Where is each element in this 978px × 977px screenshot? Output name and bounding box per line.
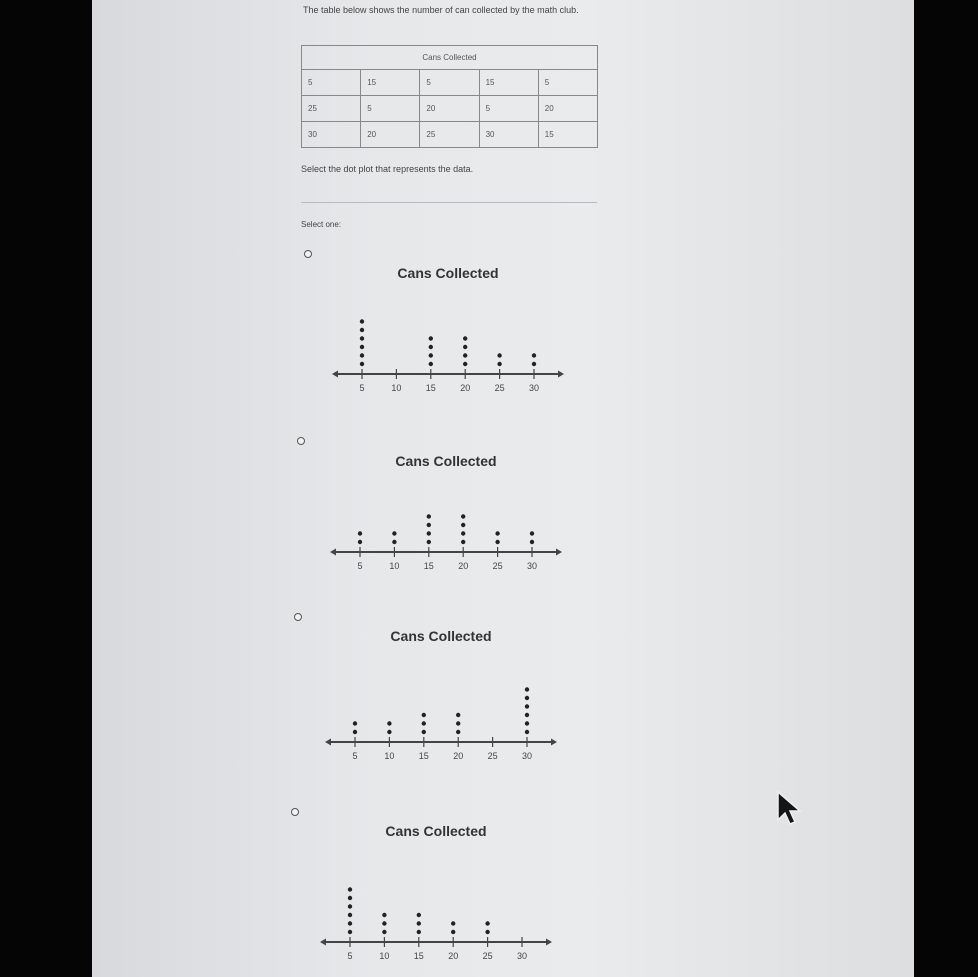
data-dot	[382, 930, 386, 934]
data-dot	[429, 362, 433, 366]
arrow-left-icon	[325, 739, 331, 746]
data-dot	[530, 531, 534, 535]
table-cell: 5	[479, 95, 538, 121]
data-dot	[461, 514, 465, 518]
data-dot	[497, 362, 501, 366]
tick-label: 5	[352, 751, 358, 761]
tick-label: 30	[521, 751, 533, 761]
data-dot	[427, 531, 431, 535]
data-dot	[348, 921, 352, 925]
plot-title: Cans Collected	[385, 823, 487, 839]
dot-plot-option-d	[332, 820, 562, 970]
table-cell: 5	[538, 69, 597, 95]
tick-label: 25	[492, 561, 503, 571]
option-c-radio[interactable]	[294, 613, 302, 621]
table-cell: 25	[420, 121, 479, 147]
data-dot	[463, 336, 467, 340]
data-dot	[417, 930, 421, 934]
data-dot	[382, 913, 386, 917]
data-dot	[417, 921, 421, 925]
data-dot	[360, 362, 364, 366]
table-cell: 30	[479, 121, 538, 147]
data-dot	[456, 721, 460, 725]
table-cell: 20	[361, 121, 420, 147]
dot-plot-option-a-svg	[344, 262, 574, 402]
data-dot	[427, 514, 431, 518]
data-dot	[525, 687, 529, 691]
arrow-right-icon	[556, 549, 562, 556]
data-dot	[495, 540, 499, 544]
tick-label: 10	[389, 561, 400, 571]
data-dot	[358, 531, 362, 535]
tick-label: 25	[487, 751, 498, 761]
table-header: Cans Collected	[302, 46, 598, 70]
tick-label: 25	[482, 951, 493, 961]
data-dot	[461, 540, 465, 544]
tick-label: 30	[516, 951, 528, 961]
data-dot	[392, 531, 396, 535]
arrow-left-icon	[332, 371, 338, 378]
data-dot	[532, 362, 536, 366]
data-dot	[463, 362, 467, 366]
tick-label: 15	[423, 561, 434, 571]
data-dot	[348, 930, 352, 934]
data-dot	[525, 704, 529, 708]
tick-label: 20	[453, 751, 464, 761]
cans-table	[301, 45, 598, 148]
data-dot	[429, 345, 433, 349]
data-dot	[360, 328, 364, 332]
option-d-radio[interactable]	[291, 808, 299, 816]
tick-label: 15	[418, 751, 429, 761]
data-dot	[485, 921, 489, 925]
tick-label: 10	[379, 951, 390, 961]
data-dot	[525, 696, 529, 700]
data-dot	[360, 345, 364, 349]
tick-label: 5	[359, 383, 365, 393]
data-dot	[429, 353, 433, 357]
data-dot	[422, 730, 426, 734]
plot-title: Cans Collected	[390, 628, 492, 644]
tick-label: 20	[458, 561, 469, 571]
data-dot	[427, 540, 431, 544]
data-dot	[497, 353, 501, 357]
mouse-cursor-icon	[776, 790, 806, 830]
table-cell: 20	[538, 95, 597, 121]
table-cell: 15	[361, 69, 420, 95]
dot-plot-option-c	[337, 625, 567, 770]
tick-label: 30	[528, 383, 540, 393]
divider	[301, 202, 597, 203]
arrow-left-icon	[320, 939, 326, 946]
option-b-radio[interactable]	[297, 437, 305, 445]
table-row	[302, 121, 598, 147]
table-cell: 5	[361, 95, 420, 121]
data-dot	[495, 531, 499, 535]
question-content	[92, 0, 914, 977]
table-row	[302, 69, 598, 95]
data-dot	[353, 730, 357, 734]
data-dot	[485, 930, 489, 934]
table-cell: 25	[302, 95, 361, 121]
data-dot	[422, 713, 426, 717]
data-dot	[427, 523, 431, 527]
data-dot	[461, 523, 465, 527]
tick-label: 30	[526, 561, 538, 571]
data-dot	[456, 730, 460, 734]
data-dot	[360, 319, 364, 323]
instruction-text: Select the dot plot that represents the data.	[301, 164, 474, 174]
data-dot	[348, 913, 352, 917]
data-dot	[382, 921, 386, 925]
data-dot	[353, 721, 357, 725]
data-dot	[358, 540, 362, 544]
data-dot	[387, 721, 391, 725]
data-dot	[525, 713, 529, 717]
arrow-right-icon	[551, 739, 557, 746]
table-row	[302, 95, 598, 121]
data-dot	[348, 896, 352, 900]
select-one-label: Select one:	[301, 220, 342, 229]
dot-plot-option-a	[344, 262, 574, 402]
tick-label: 25	[494, 383, 505, 393]
data-dot	[429, 336, 433, 340]
data-dot	[463, 345, 467, 349]
table-cell: 5	[420, 69, 479, 95]
tick-label: 10	[384, 751, 395, 761]
question-text: The table below shows the number of can collected by the math club.	[303, 5, 579, 15]
data-dot	[348, 887, 352, 891]
table-cell: 30	[302, 121, 361, 147]
option-a-radio[interactable]	[304, 250, 312, 258]
plot-title: Cans Collected	[395, 453, 497, 469]
data-dot	[463, 353, 467, 357]
arrow-left-icon	[330, 549, 336, 556]
data-dot	[525, 730, 529, 734]
data-dot	[387, 730, 391, 734]
data-dot	[532, 353, 536, 357]
data-dot	[525, 721, 529, 725]
tick-label: 5	[347, 951, 353, 961]
dot-plot-option-b	[342, 450, 572, 580]
arrow-right-icon	[546, 939, 552, 946]
data-dot	[461, 531, 465, 535]
data-dot	[451, 930, 455, 934]
data-dot	[348, 904, 352, 908]
tick-label: 20	[448, 951, 459, 961]
data-dot	[360, 353, 364, 357]
arrow-right-icon	[558, 371, 564, 378]
table-cell: 15	[479, 69, 538, 95]
data-dot	[417, 913, 421, 917]
data-dot	[360, 336, 364, 340]
data-dot	[422, 721, 426, 725]
screen	[92, 0, 914, 977]
data-dot	[456, 713, 460, 717]
tick-label: 15	[413, 951, 424, 961]
tick-label: 5	[357, 561, 363, 571]
data-dot	[392, 540, 396, 544]
dot-plot-option-d-svg	[332, 820, 562, 970]
tick-label: 20	[460, 383, 471, 393]
table-cell: 15	[538, 121, 597, 147]
data-dot	[451, 921, 455, 925]
data-dot	[530, 540, 534, 544]
dot-plot-option-c-svg	[337, 625, 567, 770]
tick-label: 15	[425, 383, 436, 393]
table-cell: 20	[420, 95, 479, 121]
table-cell: 5	[302, 69, 361, 95]
dot-plot-option-b-svg	[342, 450, 572, 580]
plot-title: Cans Collected	[397, 265, 499, 281]
tick-label: 10	[391, 383, 402, 393]
